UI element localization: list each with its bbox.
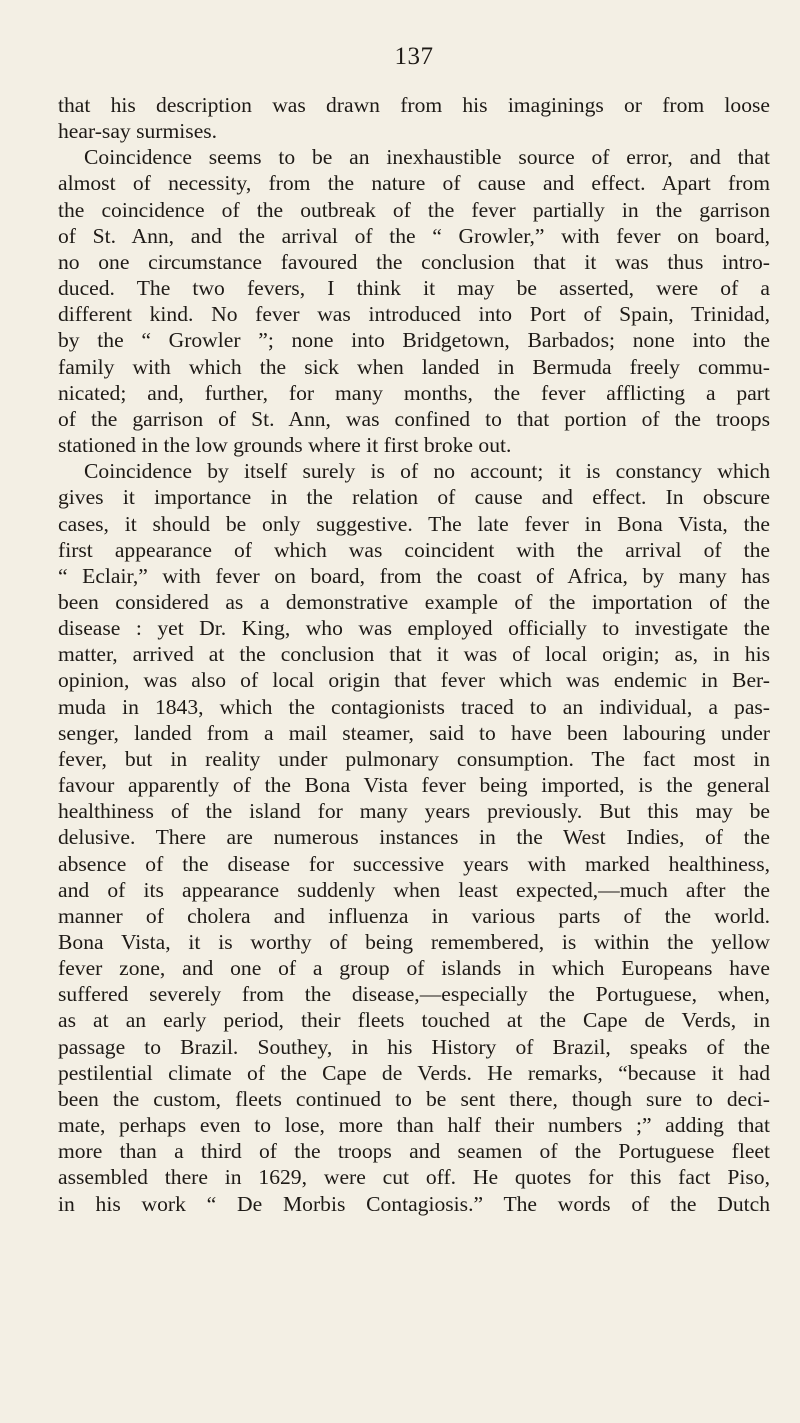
text-line: the coincidence of the outbreak of the fever partially in the garrison [58,197,770,222]
text-line: and of its appearance suddenly when least expected,—much after the [58,877,770,902]
paragraph [58,458,770,1217]
text-line: family with which the sick when landed in Bermuda freely commu- [58,354,770,379]
text-line: almost of necessity, from the nature of cause and effect. Apart from [58,171,770,196]
book-page [58,42,770,1217]
paragraph [58,92,770,144]
text-line: assembled there in 1629, were cut off. He quotes for this fact Piso, [58,1165,770,1190]
text-line: stationed in the low grounds where it first broke out. [58,433,512,458]
text-line: absence of the disease for successive years with marked healthiness, [58,851,770,876]
text-line: been considered as a demonstrative example of the importation of the [58,589,770,614]
text-line: duced. The two fevers, I think it may be asserted, were of a [58,276,770,301]
text-line: manner of cholera and influenza in various parts of the world. [58,903,770,928]
text-line: by the “ Growler ”; none into Bridgetown, Barbados; none into the [58,328,770,353]
text-line: healthiness of the island for many years previously. But this may be [58,799,770,824]
text-line: Coincidence seems to be an inexhaustible source of error, and that [84,145,770,170]
text-line: favour apparently of the Bona Vista fever being imported, is the general [58,773,770,798]
text-line: fever, but in reality under pulmonary consumption. The fact most in [58,746,770,771]
text-line: Bona Vista, it is worthy of being remembered, is within the yellow [58,930,770,954]
text-line: gives it importance in the relation of cause and effect. In obscure [58,485,770,510]
text-line: suffered severely from the disease,—especially the Portuguese, when, [58,982,770,1007]
text-line: passage to Brazil. Southey, in his History of Brazil, speaks of the [58,1034,770,1059]
text-line: muda in 1843, which the contagionists traced to an individual, a pas- [58,694,770,719]
text-line: nicated; and, further, for many months, the fever afflicting a part [58,380,770,405]
body-text [58,92,770,1217]
paragraph [58,144,770,458]
text-line: disease : yet Dr. King, who was employed officially to investigate the [58,616,770,641]
text-line: of St. Ann, and the arrival of the “ Growler,” with fever on board, [58,223,770,248]
text-line: matter, arrived at the conclusion that it was of local origin; as, in his [58,642,770,667]
text-line: fever zone, and one of a group of islands in which Europeans have [58,956,770,981]
text-line: cases, it should be only suggestive. The late fever in Bona Vista, the [58,511,770,536]
text-line: been the custom, fleets continued to be sent there, though sure to deci- [58,1086,770,1111]
text-line: of the garrison of St. Ann, was confined to that portion of the troops [58,406,770,431]
page-number: 137 [394,43,434,70]
text-line: more than a third of the troops and seamen of the Portuguese fleet [58,1139,770,1164]
text-line: hear-say surmises. [58,119,218,144]
text-line: as at an early period, their fleets touched at the Cape de Verds, in [58,1008,770,1033]
text-line: pestilential climate of the Cape de Verds. He remarks, “because it had [58,1060,770,1085]
text-line: opinion, was also of local origin that fever which was endemic in Ber- [58,668,770,693]
text-line: different kind. No fever was introduced into Port of Spain, Trinidad, [58,302,770,327]
text-line: mate, perhaps even to lose, more than half their numbers ;” adding that [58,1113,770,1138]
text-line: in his work “ De Morbis Contagiosis.” The words of the Dutch [58,1191,770,1216]
text-line: delusive. There are numerous instances in the West Indies, of the [58,825,770,850]
text-line: senger, landed from a mail steamer, said to have been labouring under [58,720,770,745]
text-line: Coincidence by itself surely is of no account; it is constancy which [84,459,770,484]
text-line: that his description was drawn from his imaginings or from loose [58,93,770,117]
text-line: “ Eclair,” with fever on board, from the coast of Africa, by many has [58,563,770,588]
text-line: no one circumstance favoured the conclusion that it was thus intro- [58,249,770,274]
text-line: first appearance of which was coincident with the arrival of the [58,537,770,562]
